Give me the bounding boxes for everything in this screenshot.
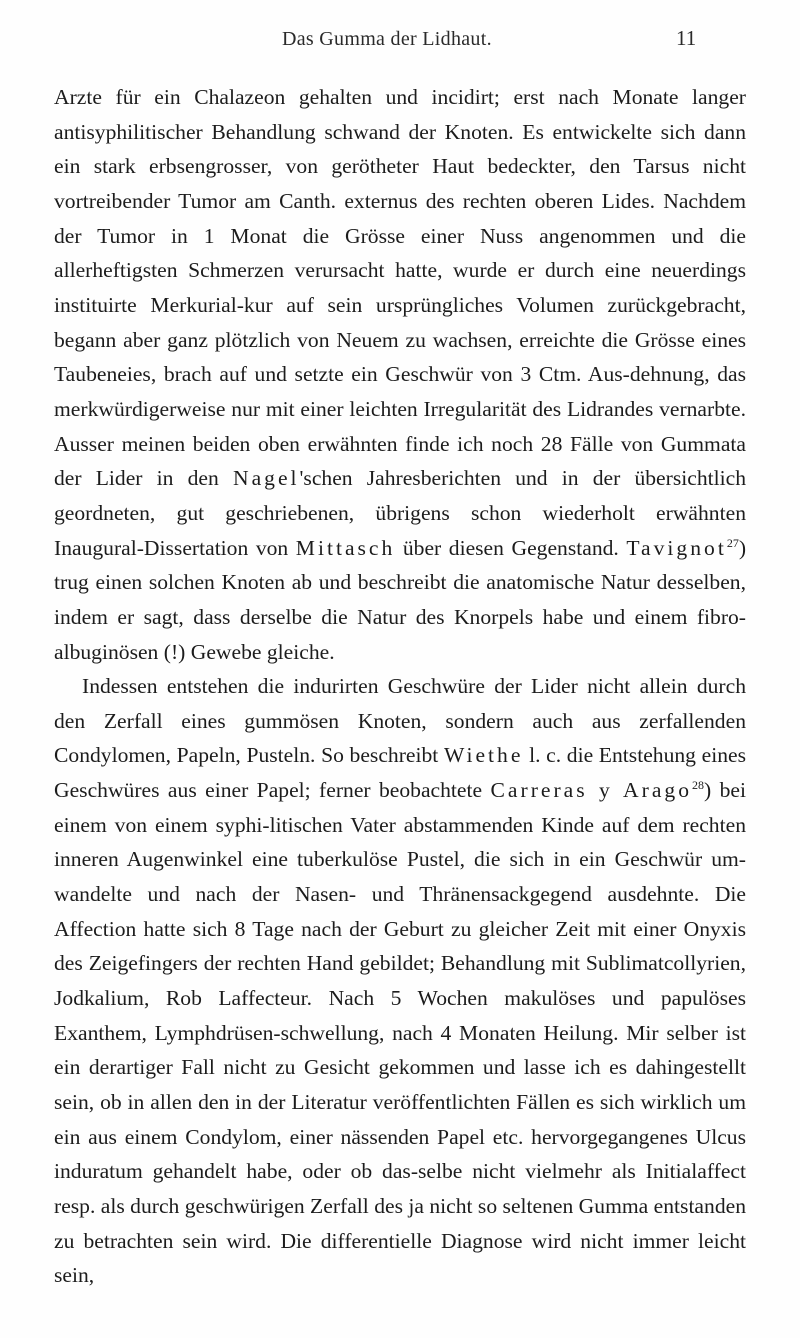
author-name-carreras: Carreras y Arago	[490, 778, 693, 803]
paragraph-1-text-4: ) trug einen solchen Knoten ab und beschreibt die anatomische Natur desselben, indem er sagt, dass derselbe die Natur des Knorpels habe und einem fibro-albuginösen (!) Gewebe gleiche.	[54, 535, 747, 664]
paragraph-1-text-2: 'schen Jahresberichten und in der übersichtlich geordneten, gut geschriebenen, übrigens schon wiederholt erwähnten Inaugural-Dissertation von	[54, 466, 746, 560]
paragraph-1-text-1: Arzte für ein Chalazeon gehalten und incidirt; erst nach Monate langer antisyphilitischer Behandlung schwand der Knoten. Es entwickelte sich dann ein stark erbsengrosser, von gerötheter Haut bedeckter, den Tarsus nicht vortreibender Tumor am Canth. externus des rechten oberen Lides. Nachdem der Tumor in 1 Monat die Grösse einer Nuss angenommen und die allerheftigsten Schmerzen verursacht hatte, wurde er durch eine neuerdings instituirte Merkurial-kur auf sein ursprüngliches Volumen zurückgebracht, begann aber ganz plötzlich von Neuem zu wachsen, erreichte die Grösse eines Taubeneies, brach auf und setzte ein Geschwür von 3 Ctm. Aus-dehnung, das merkwürdigerweise nur mit einer leichten Irregularität des Lidrandes vernarbte. Ausser meinen beiden oben erwähnten finde ich noch 28 Fälle von Gummata der Lider in den	[54, 85, 746, 491]
paragraph-1	[54, 80, 746, 669]
page-number: 11	[676, 26, 697, 50]
paragraph-2-text-2: l. c. die Entstehung eines Geschwüres aus einer Papel; ferner beobachtete	[54, 743, 746, 803]
paragraph-2	[54, 669, 746, 1293]
running-title: Das Gumma der Lidhaut.	[282, 28, 492, 50]
footnote-ref-28: 28	[692, 778, 705, 793]
paragraph-2-text-1: Indessen entstehen die indurirten Geschwüre der Lider nicht allein durch den Zerfall eines gummösen Knoten, sondern auch aus zerfallenden Condylomen, Papeln, Pusteln. So beschreibt	[54, 674, 746, 768]
paragraph-1-text-3: über diesen Gegenstand.	[395, 535, 627, 560]
author-name-nagel: Nagel	[232, 466, 300, 491]
author-name-mittasch: Mittasch	[295, 535, 396, 560]
page-header	[0, 28, 800, 56]
paragraph-2-text-3: ) bei einem von einem syphi-litischen Vater abstammenden Kinde auf dem rechten inneren Augenwinkel eine tuberkulöse Pustel, die sich in ein Geschwür um-wandelte und nach der Nasen- und Thränensackgegend ausdehnte. Die Affection hatte sich 8 Tage nach der Geburt zu gleicher Zeit mit einer Onyxis des Zeigefingers der rechten Hand gebildet; Behandlung mit Sublimatcollyrien, Jodkalium, Rob Laffecteur. Nach 5 Wochen makulöses und papulöses Exanthem, Lymphdrüsen-schwellung, nach 4 Monaten Heilung. Mir selber ist ein derartiger Fall nicht zu Gesicht gekommen und lasse ich es dahingestellt sein, ob in allen den in der Literatur veröffentlichten Fällen es sich wirklich um ein aus einem Condylom, einer nässenden Papel etc. hervorgegangenes Ulcus induratum gehandelt habe, oder ob das-selbe nicht vielmehr als Initialaffect resp. als durch geschwürigen Zerfall des ja nicht so seltenen Gumma entstanden zu betrachten sein wird. Die differentielle Diagnose wird nicht immer leicht sein,	[54, 778, 747, 1288]
body-text	[54, 80, 746, 1293]
author-name-wiethe: Wiethe	[443, 743, 524, 768]
footnote-ref-27: 27	[726, 535, 739, 550]
author-name-tavignot: Tavignot	[626, 535, 727, 560]
